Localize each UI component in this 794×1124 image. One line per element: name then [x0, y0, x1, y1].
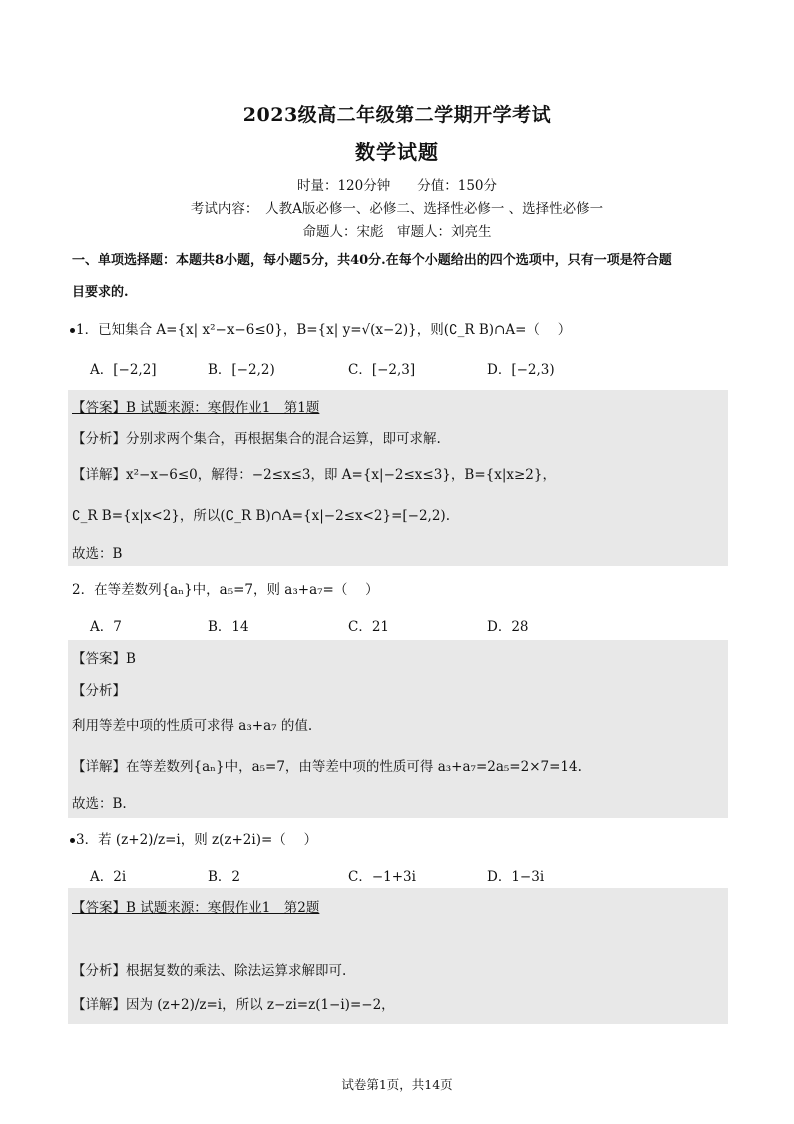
question-2-option-c: C．21 [348, 619, 390, 635]
question-2-analysis-label: 【分析】 [72, 683, 126, 699]
question-2-option-b: B．14 [208, 619, 249, 635]
question-2-option-a: A．7 [90, 619, 122, 635]
question-3-detail-1: 【详解】因为 (z+2)/z=i，所以 z−zi=z(1−i)=−2， [72, 997, 395, 1013]
question-3-option-a: A．2i [90, 869, 127, 885]
question-3-option-d: D．1−3i [487, 869, 545, 885]
question-3-stem: 3．若 (z+2)/z=i，则 z(z+2i)=（ ） [70, 828, 317, 848]
question-2-option-d: D．28 [487, 619, 529, 635]
exam-authors: 命题人：宋彪 审题人：刘亮生 [302, 224, 492, 240]
question-1-analysis: 【分析】分别求两个集合，再根据集合的混合运算，即可求解. [72, 431, 441, 447]
question-1-option-c: C．[−2,3] [348, 362, 416, 378]
bullet-dot-icon [70, 838, 75, 843]
question-3-answer: 【答案】B 试题来源：寒假作业1 第2题 [72, 900, 320, 916]
exam-title: 2023级高二年级第二学期开学考试 [242, 104, 552, 126]
question-3-option-c: C．−1+3i [348, 869, 416, 885]
page-footer: 试卷第1页，共14页 [341, 1077, 453, 1092]
question-1-option-d: D．[−2,3) [487, 362, 555, 378]
question-1-answer: 【答案】B 试题来源：寒假作业1 第1题 [72, 400, 320, 416]
exam-subject: 数学试题 [355, 140, 439, 164]
section-heading-line2: 目要求的. [72, 285, 129, 300]
question-1-detail-2: ∁_R B={x|x<2}，所以(∁_R B)∩A={x|−2≤x<2}=[−2,2). [72, 508, 450, 524]
question-2-analysis: 利用等差中项的性质可求得 a₃+a₇ 的值. [72, 718, 313, 734]
question-2-detail-1: 【详解】在等差数列{aₙ}中，a₅=7，由等差中项的性质可得 a₃+a₇=2a₅=2×7=14. [72, 759, 582, 775]
exam-content: 考试内容： 人教A版必修一、必修二、选择性必修一 、选择性必修一 [190, 201, 604, 217]
question-3-option-b: B．2 [208, 869, 241, 885]
question-2-answer: 【答案】B [72, 651, 136, 667]
question-3-analysis: 【分析】根据复数的乘法、除法运算求解即可. [72, 963, 347, 979]
question-1-option-b: B．[−2,2) [208, 362, 275, 378]
question-1-option-a: A．[−2,2] [90, 362, 157, 378]
question-1-detail-1: 【详解】x²−x−6≤0，解得：−2≤x≤3，即 A={x|−2≤x≤3}，B={x|x≥2}， [72, 467, 556, 483]
section-heading-line1: 一、单项选择题：本题共8小题，每小题5分，共40分.在每个小题给出的四个选项中，只有一项是符合题 [72, 253, 672, 268]
question-2-choice: 故选：B. [72, 796, 127, 812]
question-1-stem: 1．已知集合 A={x| x²−x−6≤0}，B={x| y=√(x−2)}，则(∁_R B)∩A=（ ） [70, 318, 571, 338]
bullet-dot-icon [70, 328, 75, 333]
question-1-choice: 故选：B [72, 546, 123, 562]
exam-time-score: 时量：120分钟 分值：150分 [296, 178, 498, 194]
question-2-stem: 2．在等差数列{aₙ}中，a₅=7，则 a₃+a₇=（ ） [72, 582, 379, 598]
